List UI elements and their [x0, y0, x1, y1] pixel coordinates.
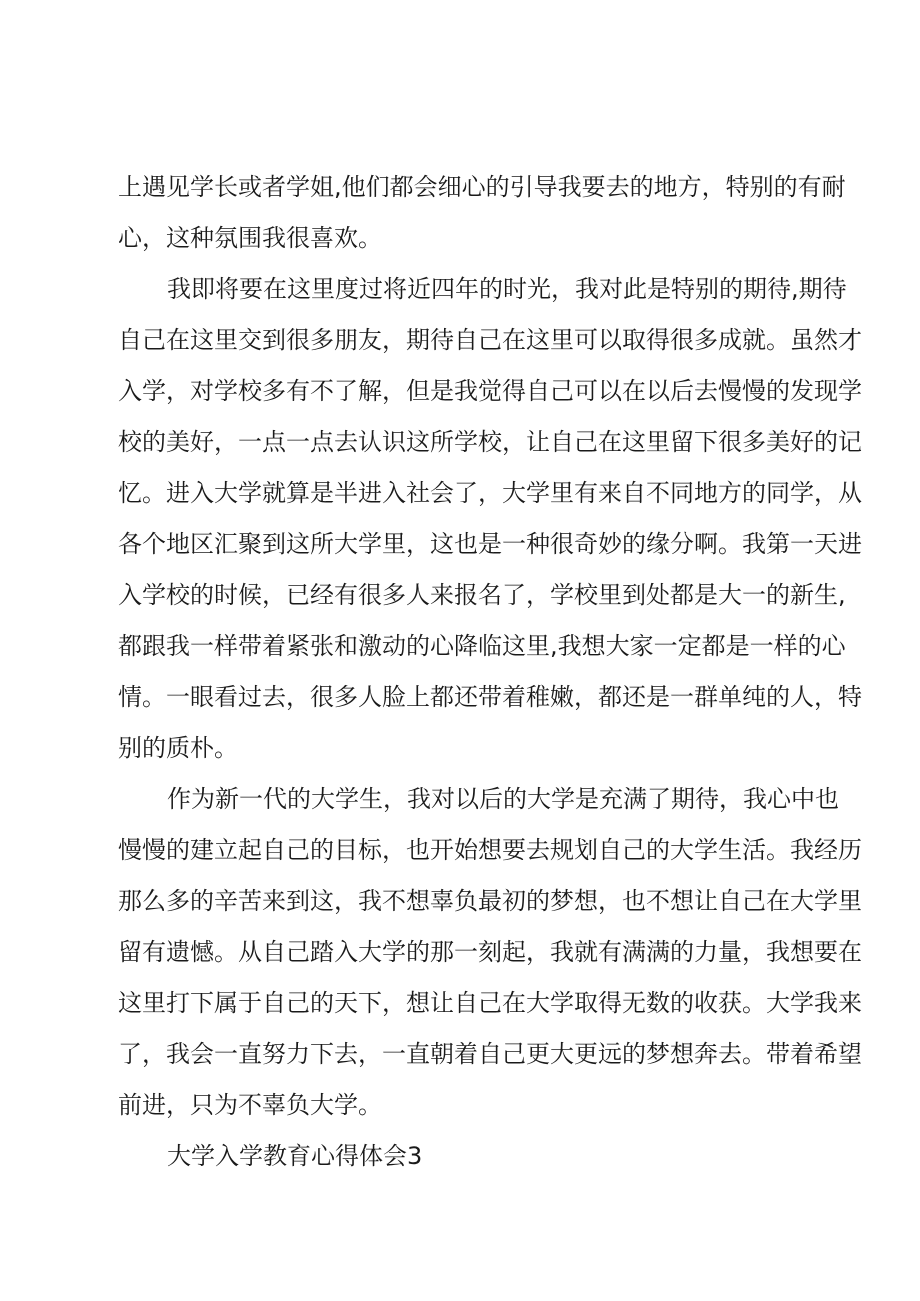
paragraph-3-line-6: 了，我会一直努力下去，一直朝着自己更大更远的梦想奔去。带着希望	[118, 1040, 862, 1068]
paragraph-1-line-1: 上遇见学长或者学姐,他们都会细心的引导我要去的地方，特别的有耐	[118, 173, 846, 201]
paragraph-2-line-9: 情。一眼看过去，很多人脸上都还带着稚嫩，都还是一群单纯的人，特	[118, 683, 862, 711]
paragraph-2-line-8: 都跟我一样带着紧张和激动的心降临这里,我想大家一定都是一样的心	[118, 632, 846, 660]
paragraph-2-line-5: 忆。进入大学就算是半进入社会了，大学里有来自不同地方的同学，从	[118, 479, 862, 507]
paragraph-2-line-10: 别的质朴。	[118, 734, 238, 762]
paragraph-3-line-3: 那么多的辛苦来到这，我不想辜负最初的梦想，也不想让自己在大学里	[118, 887, 862, 915]
paragraph-2-line-3: 入学，对学校多有不了解，但是我觉得自己可以在以后去慢慢的发现学	[118, 377, 862, 405]
paragraph-1-line-2: 心，这种氛围我很喜欢。	[118, 224, 382, 252]
paragraph-3-line-2: 慢慢的建立起自己的目标，也开始想要去规划自己的大学生活。我经历	[118, 836, 862, 864]
section-heading: 大学入学教育心得体会3	[167, 1142, 423, 1170]
paragraph-2-line-6: 各个地区汇聚到这所大学里，这也是一种很奇妙的缘分啊。我第一天进	[118, 530, 862, 558]
paragraph-2-line-1: 我即将要在这里度过将近四年的时光，我对此是特别的期待,期待	[167, 275, 847, 303]
paragraph-3-line-4: 留有遗憾。从自己踏入大学的那一刻起，我就有满满的力量，我想要在	[118, 938, 862, 966]
document-body	[118, 162, 862, 1182]
paragraph-3-line-1: 作为新一代的大学生，我对以后的大学是充满了期待，我心中也	[167, 785, 839, 813]
paragraph-3-line-5: 这里打下属于自己的天下，想让自己在大学取得无数的收获。大学我来	[118, 989, 862, 1017]
paragraph-2-line-7: 入学校的时候，已经有很多人来报名了，学校里到处都是大一的新生,	[118, 581, 846, 609]
paragraph-2-line-4: 校的美好，一点一点去认识这所学校，让自己在这里留下很多美好的记	[118, 428, 862, 456]
paragraph-3-line-7: 前进，只为不辜负大学。	[118, 1091, 382, 1119]
paragraph-2-line-2: 自己在这里交到很多朋友，期待自己在这里可以取得很多成就。虽然才	[118, 326, 862, 354]
